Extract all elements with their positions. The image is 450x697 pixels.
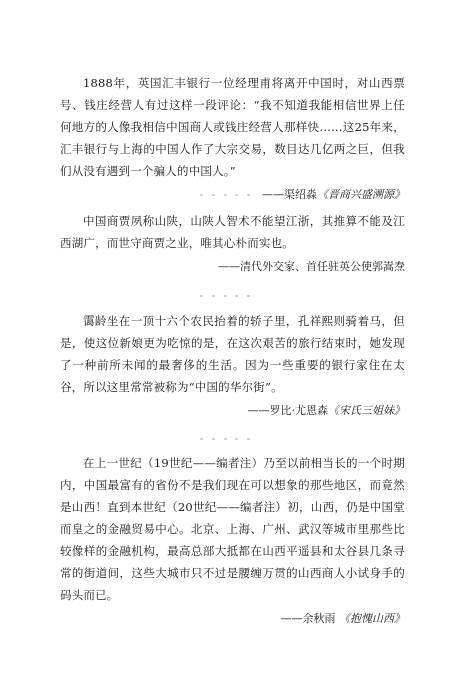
quote-attribution: ——罗比·尤恩森《宋氏三姐妹》 — [247, 404, 405, 417]
section-divider — [200, 436, 250, 442]
quote-attribution: ——渠绍淼《晋商兴盛溯源》 — [262, 188, 405, 201]
quote-block-guo-songtao — [60, 210, 405, 276]
quote-attribution: ——清代外交家、首任驻英公使郭嵩焘 — [218, 260, 405, 273]
quote-attribution: ——余秋雨 《抱愧山西》 — [280, 612, 405, 625]
quote-paragraph: 中国商贾夙称山陕，山陕人智术不能望江浙，其推算不能及江西湖广，而世守商贾之业，唯其心朴而实也。 — [60, 214, 405, 250]
quote-block-soong-sisters — [60, 310, 405, 420]
quote-paragraph: 霭龄坐在一顶十六个农民抬着的轿子里，孔祥熙则骑着马，但是，使这位新娘更为吃惊的是，在这次艰苦的旅行结束时，她发现了一种前所未闻的最奢侈的生活。因为一些重要的银行家住在太谷，所以这里常常被称为“中国的华尔街”。 — [60, 314, 405, 394]
section-divider — [200, 192, 250, 198]
quote-paragraph: 在上一世纪（19世纪——编者注）乃至以前相当长的一个时期内，中国最富有的省份不是我们现在可以想象的那些地区，而竟然是山西！直到本世纪（20世纪——编者注）初，山西，仍是中国堂而皇之的金融贸易中心。北京、上海、广州、武汉等城市里那些比较像样的金融机构，最高总部大抵都在山西平遥县和太谷县几条寻常的街道间，这些大城市只不过是腰缠万贯的山西商人小试身手的码头而已。 — [60, 456, 405, 602]
quote-block-yu-qiuyu — [60, 452, 405, 628]
quote-paragraph: 1888年，英国汇丰银行一位经理甫将离开中国时，对山西票号、钱庄经营人有过这样一段评论：“我不知道我能相信世界上任何地方的人像我相信中国商人或钱庄经营人那样快……这25年来，汇丰银行与上海的中国人作了大宗交易，数目达几亿两之巨，但我们从没有遇到一个骗人的中国人。” — [60, 76, 405, 178]
section-divider — [200, 293, 250, 299]
quote-block-hsbc — [60, 72, 405, 204]
